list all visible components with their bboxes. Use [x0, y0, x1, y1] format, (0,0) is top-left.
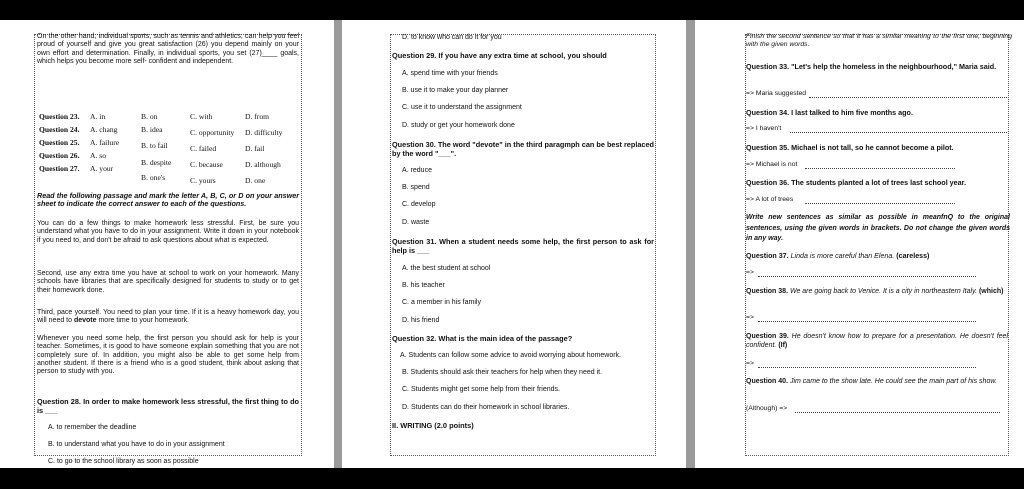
q37-answer-prefix: =>: [746, 269, 754, 276]
page-frame: [34, 34, 302, 456]
option-a: A. chang: [90, 125, 118, 134]
q38-hint: (which): [978, 288, 1004, 295]
q39-answer-prefix: =>: [746, 360, 754, 367]
q40-hint: (Although) =>: [746, 405, 788, 412]
question-37: [746, 252, 929, 260]
passage-paragraph-4: Whenever you need some help, the first person you should ask for help is your teacher. Sometimes, it is good to have someone explain something that you are not completely sure of. In addition, you might also be able to get some help from another student. If there is a friend who is a good student, think about asking that person to study with you.: [37, 335, 299, 376]
q32-option-a: A. Students can follow some advice to avoid worrying about homework.: [400, 352, 622, 359]
document-page-3: [695, 20, 1024, 468]
q31-option-d: D. his friend: [402, 317, 440, 324]
q29-option-d: D. study or get your homework done: [402, 122, 515, 129]
q39-answer-line[interactable]: [758, 367, 976, 368]
q30-option-c: C. develop: [402, 201, 436, 208]
q30-option-b: B. spend: [402, 184, 430, 191]
option-b: B. on: [141, 112, 158, 121]
question-40: [746, 377, 1008, 386]
option-d: D. one: [245, 176, 266, 185]
option-a: A. in: [90, 112, 106, 121]
q32-option-d: D. Students can do their homework in school libraries.: [402, 404, 570, 411]
question-36: Question 36. The students planted a lot of trees last school year.: [746, 178, 967, 187]
reading-instruction: Read the following passage and mark the letter A, B, C, or D on your answer sheet to indicate the correct answer to each of the questions.: [37, 191, 299, 209]
table-row-question: Question 27.: [39, 164, 80, 173]
option-d: D. from: [245, 112, 270, 121]
q32-option-b: B. Students should ask their teachers for help when they need it.: [402, 369, 603, 376]
q28-option-d: D. to know who can do it for you: [402, 34, 502, 41]
q34-answer-line[interactable]: [790, 132, 1007, 133]
q39-hint: (If): [778, 342, 788, 349]
para3-text-end: more time to your homework.: [96, 317, 190, 325]
question-33: Question 33. "Let's help the homeless in the neighbourhood," Maria said.: [746, 62, 997, 71]
q30-option-a: A. reduce: [402, 167, 432, 174]
option-c: C. yours: [190, 176, 216, 185]
q38-answer-prefix: =>: [746, 314, 754, 321]
option-b: B. idea: [141, 125, 163, 134]
q33-answer-prefix: => Maria suggested: [746, 90, 807, 97]
para3-keyword: devote: [73, 317, 97, 325]
q35-answer-prefix: => Michael is not: [746, 161, 798, 168]
q38-answer-line[interactable]: [758, 321, 976, 322]
option-d: D. although: [245, 160, 281, 169]
option-c: C. failed: [190, 144, 217, 153]
q29-option-c: C. use it to understand the assignment: [402, 104, 522, 111]
instruction-rewrite: Finish the second sentence so that it has a similar meaning to the first one, beginning with the given words.: [746, 33, 1012, 49]
passage-paragraph-3: [37, 309, 299, 326]
document-page-2: [342, 20, 686, 468]
q32-option-c: C. Students might get some help from their friends.: [402, 386, 560, 393]
q30-option-d: D. waste: [402, 219, 430, 226]
q29-option-a: A. spend time with your friends: [402, 70, 498, 77]
q35-answer-line[interactable]: [805, 168, 955, 169]
option-a: A. your: [90, 164, 114, 173]
q40-sentence: Jim came to the show late. He could see the main part of his show.: [789, 378, 997, 385]
page-gap-right: [686, 20, 695, 468]
q37-sentence: Linda is more careful than Elena.: [790, 252, 895, 260]
option-a: A. so: [90, 151, 107, 160]
option-a: A. failure: [90, 138, 120, 147]
para3-text: Third, pace yourself. You need to plan your time. If it is a heavy homework day, you will need to: [37, 309, 299, 325]
q38-label: Question 38.: [746, 288, 789, 295]
option-d: D. fail: [245, 144, 265, 153]
option-c: C. opportunity: [190, 128, 235, 137]
intro-paragraph: On the other hand, individual sports, such as tennis and athletics, can help you feel proud of yourself and give you great satisfaction (26) you depend mainly on your own effort and determination. Finally, in individual sports, you set (27)____ goals, which helps you become more self- confident and independent.: [37, 33, 299, 65]
passage-paragraph-1: You can do a few things to make homework less stressful. First, be sure you understand what you have to do in your assignment. Write it down in your notebook if you need to, and don't be afraid to ask questions about what is expected.: [37, 220, 299, 244]
q38-sentence: We are going back to Venice. It is a city in northeastern Italy.: [789, 288, 977, 295]
instruction-given-words: Write new sentences as similar as possible in meanfnQ to the original sentences, using the given words in brackets. Do not change the given words in any way.: [746, 214, 1010, 242]
q31-option-a: A. the best student at school: [402, 265, 491, 272]
table-row-question: Question 24.: [39, 125, 80, 134]
q39-sentence: He doesn't know how to prepare for a presentation. He doesn't feel confident.: [746, 333, 1008, 349]
writing-heading: II. WRITING (2.0 points): [392, 421, 474, 430]
option-b: B. one's: [141, 173, 166, 182]
q40-answer-line[interactable]: [795, 412, 1000, 413]
option-d: D. difficulty: [245, 128, 283, 137]
q28-option-a: A. to remember the deadline: [48, 424, 137, 431]
option-c: C. because: [190, 160, 223, 169]
q31-option-b: B. his teacher: [402, 282, 445, 289]
document-page-1: [0, 20, 334, 468]
option-c: C. with: [190, 112, 213, 121]
question-30: Question 30. The word "devote" in the third paragmph can be best replaced by the word "___".: [392, 140, 654, 158]
passage-paragraph-2: Second, use any extra time you have at school to work on your homework. Many schools have libraries that are specifically designed for students to study or to get their homework done.: [37, 270, 299, 294]
question-32: Question 32. What is the main idea of the passage?: [392, 334, 573, 343]
question-28: Question 28. In order to make homework less stressful, the first thing to do is ___: [37, 397, 299, 415]
q37-answer-line[interactable]: [758, 276, 976, 277]
question-35: Question 35. Michael is not tall, so he cannot become a pilot.: [746, 143, 954, 152]
q31-option-c: C. a member in his family: [402, 299, 481, 306]
question-31: Question 31. When a student needs some help, the first person to ask for help is ___: [392, 237, 654, 255]
q29-option-b: B. use it to make your day planner: [402, 87, 509, 94]
q28-option-c: C. to go to the school library as soon as possible: [48, 458, 199, 465]
q33-answer-line[interactable]: [809, 97, 1007, 98]
table-row-question: Question 25.: [39, 138, 80, 147]
q40-label: Question 40.: [746, 378, 789, 385]
q36-answer-line[interactable]: [805, 203, 955, 204]
table-row-question: Question 26.: [39, 151, 80, 160]
page-gap-left: [334, 20, 342, 468]
q28-option-b: B. to understand what you have to do in your assignment: [48, 441, 225, 448]
question-34: Question 34. I last talked to him five months ago.: [746, 108, 913, 117]
q37-label: Question 37.: [746, 252, 789, 260]
q39-label: Question 39.: [746, 333, 789, 340]
q37-hint: (careless): [896, 252, 930, 260]
option-b: B. to fail: [141, 141, 168, 150]
q34-answer-prefix: => I haven't: [746, 125, 782, 132]
question-39: [746, 332, 1008, 350]
q36-answer-prefix: => A lot of trees: [746, 196, 794, 203]
question-29: Question 29. If you have any extra time at school, you should: [392, 51, 607, 60]
option-b: B. despite: [141, 158, 172, 167]
table-row-question: Question 23.: [39, 112, 80, 121]
question-38: [746, 287, 1008, 296]
